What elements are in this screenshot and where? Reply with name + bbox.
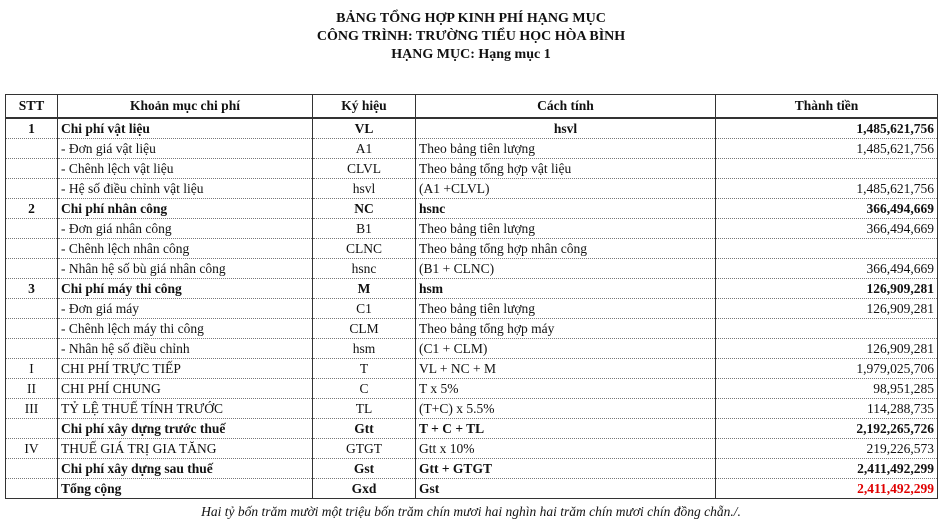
document-title-block [0,0,942,64]
stt-cell [6,259,58,279]
table-row [6,179,938,199]
amount-cell: 98,951,285 [716,379,938,399]
amount-cell [716,239,938,259]
item-cell: - Chênh lệch nhân công [58,239,313,259]
amount-cell: 366,494,669 [716,259,938,279]
symbol-cell: Gst [313,459,416,479]
stt-cell: II [6,379,58,399]
item-cell: - Đơn giá vật liệu [58,139,313,159]
stt-cell [6,239,58,259]
item-cell: - Chênh lệch máy thi công [58,319,313,339]
table-row [6,219,938,239]
table-row [6,339,938,359]
method-cell: Gtt + GTGT [416,459,716,479]
stt-cell [6,219,58,239]
header-amount: Thành tiền [716,95,938,119]
symbol-cell: CLM [313,319,416,339]
table-row [6,279,938,299]
header-method: Cách tính [416,95,716,119]
amount-cell: 126,909,281 [716,299,938,319]
table-row [6,239,938,259]
method-cell: Theo bảng tổng hợp nhân công [416,239,716,259]
table-row [6,439,938,459]
table-row [6,379,938,399]
stt-cell [6,419,58,439]
method-cell: (B1 + CLNC) [416,259,716,279]
title-line-1: BẢNG TỔNG HỢP KINH PHÍ HẠNG MỤC [336,11,606,26]
amount-cell: 1,979,025,706 [716,359,938,379]
item-cell: Chi phí vật liệu [58,118,313,139]
amount-cell: 126,909,281 [716,279,938,299]
symbol-cell: TL [313,399,416,419]
item-cell: Tổng cộng [58,479,313,499]
symbol-cell: GTGT [313,439,416,459]
symbol-cell: C [313,379,416,399]
total-amount-cell: 2,411,492,299 [716,479,938,499]
header-symbol: Ký hiệu [313,95,416,119]
symbol-cell: Gtt [313,419,416,439]
item-cell: - Đơn giá nhân công [58,219,313,239]
symbol-cell: hsm [313,339,416,359]
header-item: Khoản mục chi phí [58,95,313,119]
amount-cell: 1,485,621,756 [716,118,938,139]
amount-cell [716,159,938,179]
method-cell: Theo bảng tiên lượng [416,219,716,239]
method-cell: hsm [416,279,716,299]
table-row [6,159,938,179]
header-stt: STT [6,95,58,119]
stt-cell [6,299,58,319]
method-cell: Gst [416,479,716,499]
method-cell: Theo bảng tiên lượng [416,139,716,159]
stt-cell [6,139,58,159]
symbol-cell: CLVL [313,159,416,179]
table-row [6,118,938,139]
amount-cell: 2,411,492,299 [716,459,938,479]
item-cell: - Nhân hệ số điều chỉnh [58,339,313,359]
stt-cell: 2 [6,199,58,219]
item-cell: Chi phí xây dựng sau thuế [58,459,313,479]
amount-cell: 219,226,573 [716,439,938,459]
symbol-cell: CLNC [313,239,416,259]
symbol-cell: NC [313,199,416,219]
table-row [6,419,938,439]
item-cell: CHI PHÍ CHUNG [58,379,313,399]
stt-cell: I [6,359,58,379]
item-cell: CHI PHÍ TRỰC TIẾP [58,359,313,379]
amount-cell: 366,494,669 [716,199,938,219]
item-cell: TỶ LỆ THUẾ TÍNH TRƯỚC [58,399,313,419]
method-cell: T + C + TL [416,419,716,439]
method-cell: (C1 + CLM) [416,339,716,359]
method-cell: Gtt x 10% [416,439,716,459]
table-row [6,399,938,419]
symbol-cell: M [313,279,416,299]
symbol-cell: C1 [313,299,416,319]
stt-cell: III [6,399,58,419]
stt-cell: IV [6,439,58,459]
item-cell: - Chênh lệch vật liệu [58,159,313,179]
method-cell: Theo bảng tổng hợp máy [416,319,716,339]
table-row [6,199,938,219]
stt-cell [6,319,58,339]
item-cell: - Đơn giá máy [58,299,313,319]
method-cell: Theo bảng tiên lượng [416,299,716,319]
table-row [6,319,938,339]
stt-cell [6,339,58,359]
stt-cell [6,159,58,179]
symbol-cell: VL [313,118,416,139]
amount-cell: 114,288,735 [716,399,938,419]
item-cell: Chi phí máy thi công [58,279,313,299]
symbol-cell: B1 [313,219,416,239]
table-row [6,459,938,479]
item-cell: - Nhân hệ số bù giá nhân công [58,259,313,279]
symbol-cell: T [313,359,416,379]
total-row [6,479,938,499]
amount-in-words: Hai tỷ bốn trăm mười một triệu bốn trăm chín mươi hai nghìn hai trăm chín mươi chín đồng chẵn./. [201,504,741,519]
amount-cell: 1,485,621,756 [716,179,938,199]
amount-cell: 366,494,669 [716,219,938,239]
method-cell: VL + NC + M [416,359,716,379]
item-cell: - Hệ số điều chỉnh vật liệu [58,179,313,199]
item-cell: THUẾ GIÁ TRỊ GIA TĂNG [58,439,313,459]
method-cell: hsvl [416,118,716,139]
table-row [6,299,938,319]
method-cell: T x 5% [416,379,716,399]
table-row [6,359,938,379]
stt-cell [6,459,58,479]
method-cell: hsnc [416,199,716,219]
method-cell: (T+C) x 5.5% [416,399,716,419]
symbol-cell: hsvl [313,179,416,199]
table-row [6,259,938,279]
stt-cell: 1 [6,118,58,139]
amount-cell [716,319,938,339]
table-header-row [6,95,938,119]
stt-cell [6,179,58,199]
title-line-2: CÔNG TRÌNH: TRƯỜNG TIỂU HỌC HÒA BÌNH [316,29,626,44]
stt-cell [6,479,58,499]
amount-cell: 2,192,265,726 [716,419,938,439]
amount-cell: 126,909,281 [716,339,938,359]
stt-cell: 3 [6,279,58,299]
symbol-cell: A1 [313,139,416,159]
symbol-cell: hsnc [313,259,416,279]
item-cell: Chi phí xây dựng trước thuế [58,419,313,439]
method-cell: (A1 +CLVL) [416,179,716,199]
method-cell: Theo bảng tổng hợp vật liệu [416,159,716,179]
table-row [6,139,938,159]
symbol-cell: Gxd [313,479,416,499]
item-cell: Chi phí nhân công [58,199,313,219]
amount-cell: 1,485,621,756 [716,139,938,159]
cost-summary-table [5,94,938,499]
title-line-3: HẠNG MỤC: Hạng mục 1 [391,47,551,62]
